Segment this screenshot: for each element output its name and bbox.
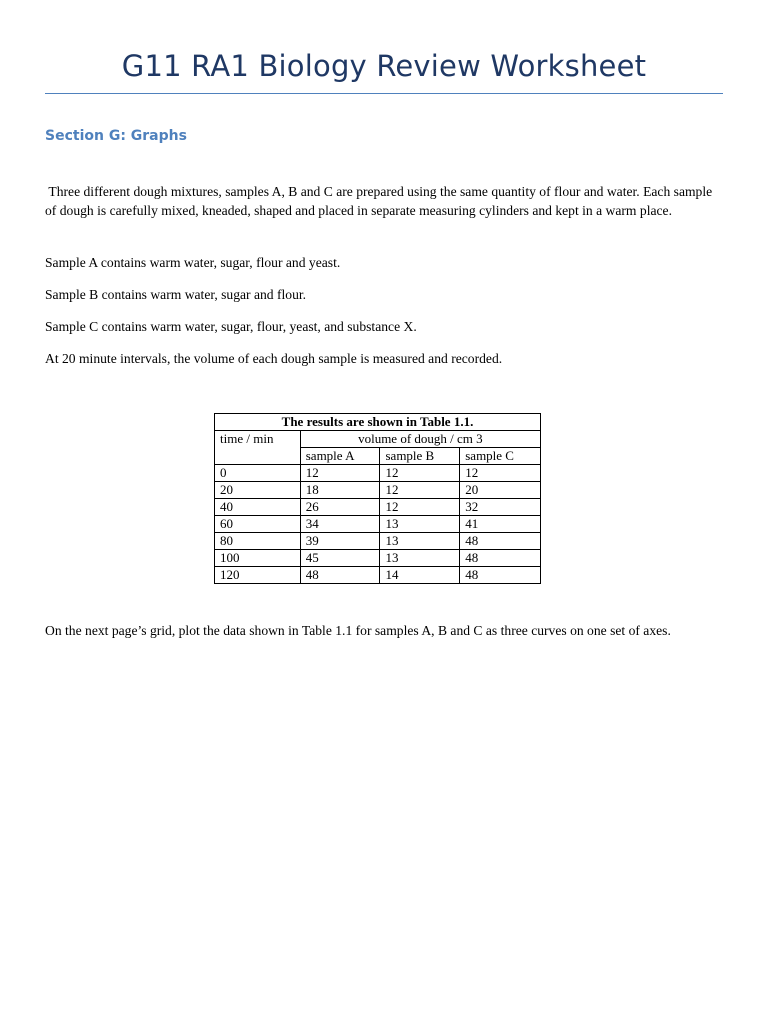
sample-c-cell: 20 — [460, 482, 541, 499]
time-cell: 40 — [215, 499, 301, 516]
sample-b-cell: 12 — [380, 482, 460, 499]
volume-column-header: volume of dough / cm 3 — [300, 431, 540, 448]
sample-b-cell: 12 — [380, 499, 460, 516]
table-row — [215, 533, 541, 550]
time-cell: 80 — [215, 533, 301, 550]
sample-b-description: Sample B contains warm water, sugar and flour. — [45, 287, 307, 302]
sample-a-description: Sample A contains warm water, sugar, flour and yeast. — [45, 255, 341, 270]
sample-b-cell: 13 — [380, 550, 460, 567]
table-row — [215, 465, 541, 482]
sample-c-cell: 48 — [460, 567, 541, 584]
sample-c-cell: 41 — [460, 516, 541, 533]
sample-a-cell: 26 — [300, 499, 380, 516]
sample-a-header: sample A — [300, 448, 380, 465]
section-heading: Section G: Graphs — [45, 128, 187, 144]
plotting-instruction: On the next page’s grid, plot the data shown in Table 1.1 for samples A, B and C as three curves on one set of axes. — [45, 623, 671, 638]
sample-a-cell: 39 — [300, 533, 380, 550]
time-cell: 60 — [215, 516, 301, 533]
sample-c-cell: 48 — [460, 533, 541, 550]
time-column-header: time / min — [215, 431, 301, 465]
table-row — [215, 567, 541, 584]
table-caption: The results are shown in Table 1.1. — [215, 414, 541, 431]
table-row — [215, 516, 541, 533]
table-row — [215, 482, 541, 499]
table-row — [215, 499, 541, 516]
table-caption-row — [215, 414, 541, 431]
page-title: G11 RA1 Biology Review Worksheet — [121, 49, 647, 83]
intro-paragraph: Three different dough mixtures, samples A, B and C are prepared using the same quantity of flour and water. Each sample of dough is carefully mixed, kneaded, shaped and placed in separate measuring cylinders and kept in a warm place. — [45, 184, 716, 218]
sample-b-cell: 12 — [380, 465, 460, 482]
sample-b-cell: 14 — [380, 567, 460, 584]
sample-c-cell: 32 — [460, 499, 541, 516]
results-table — [214, 413, 541, 584]
title-divider — [45, 93, 723, 94]
sample-c-header: sample C — [460, 448, 541, 465]
table-row — [215, 550, 541, 567]
sample-c-description: Sample C contains warm water, sugar, flour, yeast, and substance X. — [45, 319, 417, 334]
sample-b-cell: 13 — [380, 516, 460, 533]
sample-a-cell: 48 — [300, 567, 380, 584]
sample-b-header: sample B — [380, 448, 460, 465]
sample-a-cell: 18 — [300, 482, 380, 499]
time-cell: 120 — [215, 567, 301, 584]
time-cell: 20 — [215, 482, 301, 499]
sample-c-cell: 48 — [460, 550, 541, 567]
sample-c-cell: 12 — [460, 465, 541, 482]
sample-b-cell: 13 — [380, 533, 460, 550]
sample-a-cell: 12 — [300, 465, 380, 482]
sample-a-cell: 34 — [300, 516, 380, 533]
time-cell: 100 — [215, 550, 301, 567]
time-cell: 0 — [215, 465, 301, 482]
sample-a-cell: 45 — [300, 550, 380, 567]
table-header-row — [215, 431, 541, 448]
measurement-note: At 20 minute intervals, the volume of each dough sample is measured and recorded. — [45, 351, 503, 366]
